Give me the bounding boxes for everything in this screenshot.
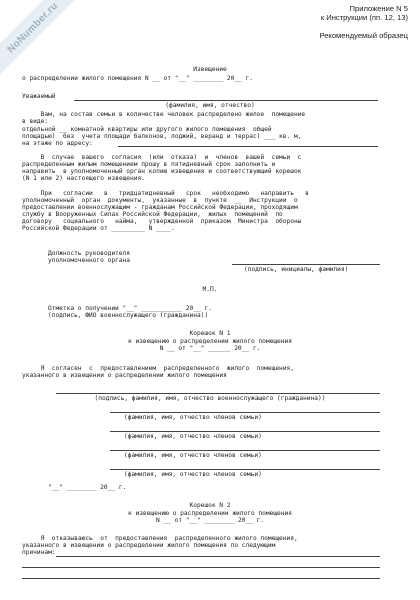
stub2-subtitle-1: к извещению о распределении жилого помещения [128,510,292,517]
p3-line-2: уполномоченный орган документы, указанные в пункте __ Инструкции о [22,197,298,204]
family-caption-4: (фамилия, имя, отчество членов семьи) [124,471,262,478]
official-position-line2: уполномоченного органа [48,257,130,264]
stub2-text-3: причинам: [22,549,56,556]
reason-line-3 [22,578,380,579]
stub2-text-2: указанного в извещении о распределении жилого помещения по следующим [22,542,276,549]
watermark-text: NoNumber.ru [5,0,61,56]
p3-line-3: предоставлении военнослужащим - гражданам Российской Федерации, проходящим [22,204,298,211]
family-member-line-3 [110,450,380,451]
recommended-sample-label: Рекомендуемый образец [319,31,408,40]
official-signature-line [232,264,380,265]
stub1-signature-line [56,393,380,394]
stub1-subtitle-1: к извещению о распределении жилого помещения [128,338,292,345]
stub1-title: Корешок N 1 [189,330,231,337]
p3-line-4: службу в Вооруженных Силах Российской Федерации, жилых помещений по [22,211,283,218]
stub1-text-1: Я согласен с предоставлением распределенного жилого помещения, [22,365,294,372]
official-position-line1: Должность руководителя [48,250,130,257]
p3-line-6: Российской Федерации от _________ N ____. [22,225,175,232]
family-member-line-4 [110,469,380,470]
stub1-date-line: "__" ________ 20__ г. [48,484,127,491]
p2-line-4: (N 1 или 2) настоящего извещения. [22,175,145,182]
addressee-label: Уважаемый [22,93,56,100]
p2-line-2: распределенным жилым помещением прошу в пятидневный срок заполнить и [22,161,276,168]
p1-line-3: отдельной __ комнатной квартиры или другого жилого помещения общей [22,126,272,133]
notice-title: Извещение [193,66,227,73]
stub2-text-1: Я отказываюсь от предоставления распределенного жилого помещения, [22,535,298,542]
official-signature-caption: (подпись, инициалы, фамилия) [244,266,349,273]
p1-line-1: Вам, на состав семьи в количестве человек распределено жилое помещение [22,111,306,118]
p3-line-1: При согласии в тридцатидневный срок необходимо направить в [22,190,309,197]
p1-line-2: в виде: [22,118,49,125]
family-caption-1: (фамилия, имя, отчество членов семьи) [124,414,262,421]
reason-line-1 [56,556,380,557]
addressee-line [74,100,378,101]
p2-line-1: В случае вашего согласия (или отказа) и членов вашей семьи с [22,154,302,161]
stub1-subtitle-2: N __ от "__" ______ 20__ г. [159,345,261,352]
p3-line-5: договору социального найма, утвержденной приказом Министра обороны [22,218,302,225]
stub1-signature-caption: (подпись, фамилия, имя, отчество военнослужащего (гражданина)) [94,395,326,402]
family-member-line-2 [110,431,380,432]
family-member-line-1 [110,412,380,413]
p1-line-5: на этаже по адресу: [22,140,97,147]
stub2-subtitle-2: N __ от "__" ________ 20__ г. [155,517,265,524]
p1-line-4: площадью) без учета площади балконов, лоджий, веранд и террас) ___ кв. м, [22,133,302,140]
notice-subtitle: о распределении жилого помещения N __ от "__" ________ 20__ г. [22,75,253,82]
stamp-place: М.П. [202,286,218,293]
instruction-reference: к Инструкции (пп. 12, 13) [320,13,408,22]
fio-caption: (фамилия, имя, отчество) [165,102,255,109]
receipt-mark-line: Отметка о получении "__" ___________ 20__ г. [48,305,212,312]
reason-line-2 [22,567,380,568]
appendix-number: Приложение N 5 [349,4,408,13]
stub2-title: Корешок N 2 [189,502,231,509]
p2-line-3: направить в уполномоченный орган копию извещения и соответствующий корешок [22,168,302,175]
receipt-caption: (подпись, ФИО военнослужащего (гражданина)) [48,312,209,319]
stub1-text-2: указанного в извещении о распределении жилого помещения [22,372,227,379]
family-caption-2: (фамилия, имя, отчество членов семьи) [124,433,262,440]
family-caption-3: (фамилия, имя, отчество членов семьи) [124,452,262,459]
address-line [118,146,378,147]
